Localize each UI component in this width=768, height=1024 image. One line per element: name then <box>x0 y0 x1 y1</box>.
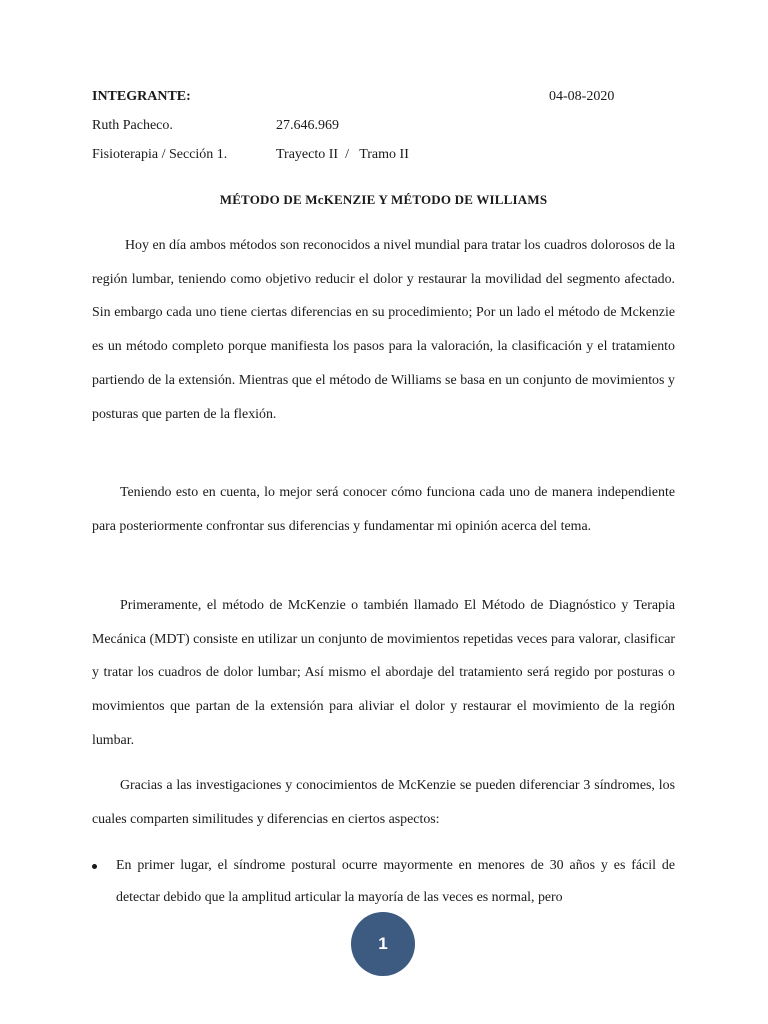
page-number-badge: 1 <box>351 912 415 976</box>
member-label: INTEGRANTE: <box>92 89 191 104</box>
list-item-text: En primer lugar, el síndrome postural ocurre mayormente en menores de 30 años y es fácil de detectar debido que la amplitud articular la mayoría de las veces es normal, pero <box>116 858 675 905</box>
document-date: 04-08-2020 <box>549 89 615 104</box>
paragraph-intro: Hoy en día ambos métodos son reconocidos a nivel mundial para tratar los cuadros dolorosos de la región lumbar, teniendo como objetivo reducir el dolor y restaurar la movilidad del segmento afectado. Sin embargo cada uno tiene ciertas diferencias en su procedimiento; Por un lado el método de Mckenzie es un método completo porque manifiesta los pasos para la valoración, la clasificación y el tratamiento partiendo de la extensión. Mientras que el método de Williams se basa en un conjunto de movimientos y posturas que parten de la flexión. <box>92 238 675 422</box>
student-id: 27.646.969 <box>276 118 339 133</box>
course-section: Fisioterapia / Sección 1. <box>92 147 228 162</box>
list-item <box>92 850 675 914</box>
bullet-icon <box>92 864 97 869</box>
paragraph-syndromes: Gracias a las investigaciones y conocimientos de McKenzie se pueden diferenciar 3 síndromes, los cuales comparten similitudes y diferencias en ciertos aspectos: <box>92 778 675 827</box>
student-name: Ruth Pacheco. <box>92 118 173 133</box>
syndrome-list <box>92 850 675 914</box>
paragraph-context: Teniendo esto en cuenta, lo mejor será conocer cómo funciona cada uno de manera independiente para posteriormente confrontar sus diferencias y fundamentar mi opinión acerca del tema. <box>92 485 675 534</box>
paragraph-mckenzie: Primeramente, el método de McKenzie o también llamado El Método de Diagnóstico y Terapia Mecánica (MDT) consiste en utilizar un conjunto de movimientos repetidas veces para valorar, clasificar y tratar los cuadros de dolor lumbar; Así mismo el abordaje del tratamiento será regido por posturas o movimientos que partan de la extensión para aliviar el dolor y restaurar el movimiento de la región lumbar. <box>92 598 675 748</box>
document-title: MÉTODO DE McKENZIE Y MÉTODO DE WILLIAMS <box>219 192 548 207</box>
course-track: Trayecto II / Tramo II <box>276 147 409 162</box>
